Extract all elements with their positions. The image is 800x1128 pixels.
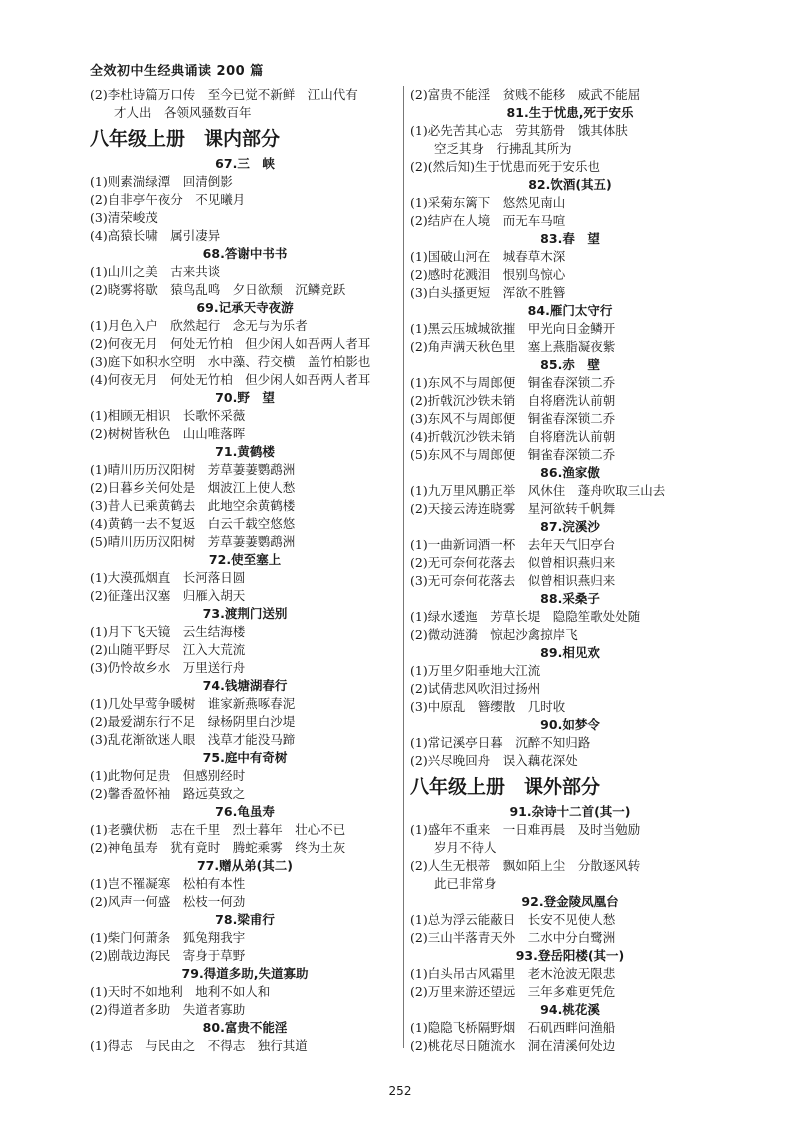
verse-line: (2)风声一何盛 松枝一何劲 — [90, 894, 246, 910]
verse-line: (1)几处早莺争暖树 谁家新燕啄春泥 — [90, 696, 296, 712]
poem-title: 86.渔家傲 — [540, 465, 600, 480]
verse-line: (2)兴尽晚回舟 误入藕花深处 — [410, 753, 578, 768]
verse-line: (2)剧哉边海民 寄身于草野 — [90, 948, 246, 964]
running-head-title: 全效初中生经典诵读 200 篇 — [90, 64, 264, 79]
verse-line: (2)角声满天秋色里 塞上燕脂凝夜紫 — [410, 339, 616, 354]
poem-title: 92.登金陵凤凰台 — [521, 894, 619, 910]
poem-title: 84.雁门太守行 — [527, 303, 613, 318]
verse-line: (2)试倩悲风吹泪过扬州 — [410, 681, 541, 696]
verse-line: (1)山川之美 古来共谈 — [90, 264, 221, 280]
poem-title: 72.使至塞上 — [208, 552, 282, 568]
verse-line: (1)岂不罹凝寒 松柏有本性 — [90, 876, 246, 892]
verse-line: (1)采菊东篱下 悠然见南山 — [410, 195, 566, 210]
verse-line: (2)三山半落青天外 二水中分白鹭洲 — [410, 930, 616, 946]
verse-line: (4)黄鹤一去不复返 白云千载空悠悠 — [90, 516, 296, 532]
verse-line: (4)折戟沉沙铁未销 自将磨洗认前朝 — [410, 429, 616, 444]
verse-line: (4)何夜无月 何处无竹柏 但少闲人如吾两人者耳 — [90, 372, 371, 388]
verse-line: (3)庭下如积水空明 水中藻、荇交横 盖竹柏影也 — [90, 354, 371, 370]
verse-line: (1)柴门何萧条 狐兔翔我宇 — [90, 930, 246, 946]
verse-line: (2)自非亭午夜分 不见曦月 — [90, 192, 246, 208]
poem-title: 90.如梦令 — [540, 717, 600, 732]
verse-line: (2)山随平野尽 江入大荒流 — [90, 642, 246, 658]
verse-line: (2)何夜无月 何处无竹柏 但少闲人如吾两人者耳 — [90, 336, 371, 352]
section-heading: 八年级上册 课内部分 — [90, 128, 281, 151]
poem-title: 83.春 望 — [540, 231, 600, 246]
left-column — [90, 86, 400, 1055]
section-heading: 八年级上册 课外部分 — [410, 776, 601, 799]
verse-line: (1)此物何足贵 但感别经时 — [90, 768, 246, 784]
verse-line: (2)馨香盈怀袖 路远莫致之 — [90, 786, 246, 802]
verse-line: (2)树树皆秋色 山山唯落晖 — [90, 426, 246, 442]
page-number: 252 — [388, 1084, 412, 1098]
verse-line: (1)必先苦其心志 劳其筋骨 饿其体肤 — [410, 123, 628, 138]
verse-line: (2)得道者多助 失道者寡助 — [90, 1002, 246, 1018]
verse-line: (1)老骥伏枥 志在千里 烈士暮年 壮心不已 — [90, 822, 346, 838]
verse-line: (1)得志 与民由之 不得志 独行其道 — [90, 1038, 308, 1054]
verse-line: (1)常记溪亭日暮 沉醉不知归路 — [410, 735, 591, 750]
verse-line: (1)月色入户 欣然起行 念无与为乐者 — [90, 318, 308, 334]
verse-line: (1)隐隐飞桥隔野烟 石矶西畔问渔船 — [410, 1020, 616, 1036]
verse-line: (3)无可奈何花落去 似曾相识燕归来 — [410, 573, 616, 588]
verse-line: (3)中原乱 簪缨散 几时收 — [410, 699, 566, 714]
verse-line-continuation: 才人出 各领风骚数百年 — [114, 105, 252, 120]
poem-title: 80.富贵不能淫 — [202, 1020, 288, 1036]
poem-title: 91.杂诗十二首(其一) — [509, 804, 631, 820]
verse-line: (1)绿水逶迤 芳草长堤 隐隐笙歌处处随 — [410, 609, 641, 624]
poem-title: 87.浣溪沙 — [540, 519, 600, 534]
verse-line: (2)人生无根蒂 飘如陌上尘 分散逐风转 — [410, 858, 641, 874]
verse-line: (2)无可奈何花落去 似曾相识燕归来 — [410, 555, 616, 570]
verse-line-continuation: 岁月不待人 — [434, 840, 497, 856]
verse-line: (4)高猿长啸 属引凄异 — [90, 228, 221, 244]
poem-title: 71.黄鹤楼 — [215, 444, 275, 460]
verse-line: (2)结庐在人境 而无车马喧 — [410, 213, 566, 228]
poem-title: 67.三 峡 — [215, 156, 275, 172]
verse-line: (1)则素湍绿潭 回清倒影 — [90, 174, 233, 190]
verse-line: (2)天接云涛连晓雾 星河欲转千帆舞 — [410, 501, 616, 516]
verse-line: (1)大漠孤烟直 长河落日圆 — [90, 570, 246, 586]
verse-line-continuation: 此已非常身 — [434, 876, 497, 892]
right-column — [410, 86, 730, 1055]
poem-title: 93.登岳阳楼(其一) — [515, 948, 625, 964]
verse-line: (2)万里来游还望远 三年多难更凭危 — [410, 984, 616, 1000]
poem-title: 69.记承天寺夜游 — [196, 300, 294, 316]
poem-title: 78.梁甫行 — [215, 912, 275, 928]
verse-line: (1)天时不如地利 地利不如人和 — [90, 984, 271, 1000]
verse-line-continuation: 空乏其身 行拂乱其所为 — [434, 141, 572, 156]
poem-title: 79.得道多助,失道寡助 — [181, 966, 309, 982]
verse-line: (2)富贵不能淫 贫贱不能移 威武不能屈 — [410, 87, 641, 102]
verse-line: (2)微动涟漪 惊起沙禽掠岸飞 — [410, 627, 578, 642]
verse-line: (2)晓雾将歇 猿鸟乱鸣 夕日欲颓 沉鳞竞跃 — [90, 282, 346, 298]
verse-line: (3)乱花渐欲迷人眼 浅草才能没马蹄 — [90, 732, 296, 748]
verse-line: (1)东风不与周郎便 铜雀春深锁二乔 — [410, 375, 616, 390]
poem-title: 94.桃花溪 — [540, 1002, 600, 1018]
poem-title: 82.饮酒(其五) — [528, 177, 612, 192]
verse-line: (2)最爱湖东行不足 绿杨阴里白沙堤 — [90, 714, 296, 730]
verse-line: (1)国破山河在 城春草木深 — [410, 249, 566, 264]
poem-title: 75.庭中有奇树 — [202, 750, 288, 766]
verse-line: (2)神龟虽寿 犹有竟时 腾蛇乘雾 终为土灰 — [90, 840, 346, 856]
poem-title: 70.野 望 — [215, 390, 275, 406]
verse-line: (2)感时花溅泪 恨别鸟惊心 — [410, 267, 566, 282]
verse-line: (5)晴川历历汉阳树 芳草萋萋鹦鹉洲 — [90, 534, 296, 550]
poem-title: 77.赠从弟(其二) — [196, 858, 294, 874]
poem-title: 68.答谢中书书 — [202, 246, 288, 262]
verse-line: (3)清荣峻茂 — [90, 210, 158, 226]
verse-line: (1)九万里风鹏正举 风休住 蓬舟吹取三山去 — [410, 483, 666, 498]
verse-line: (1)相顾无相识 长歌怀采薇 — [90, 408, 246, 424]
verse-line: (2)征蓬出汉塞 归雁入胡天 — [90, 588, 246, 604]
column-divider — [403, 86, 404, 1048]
verse-line: (1)万里夕阳垂地大江流 — [410, 663, 541, 678]
verse-line: (2)折戟沉沙铁未销 自将磨洗认前朝 — [410, 393, 616, 408]
poem-title: 88.采桑子 — [540, 591, 600, 606]
verse-line: (2)(然后知)生于忧患而死于安乐也 — [410, 159, 600, 174]
verse-line: (1)晴川历历汉阳树 芳草萋萋鹦鹉洲 — [90, 462, 296, 478]
verse-line: (3)东风不与周郎便 铜雀春深锁二乔 — [410, 411, 616, 426]
verse-line: (1)盛年不重来 一日难再晨 及时当勉励 — [410, 822, 641, 838]
verse-line: (1)月下飞天镜 云生结海楼 — [90, 624, 246, 640]
verse-line: (1)白头吊古风霜里 老木沧波无限悲 — [410, 966, 616, 982]
verse-line: (2)李杜诗篇万口传 至今已觉不新鲜 江山代有 — [90, 87, 358, 102]
verse-line: (1)一曲新词酒一杯 去年天气旧亭台 — [410, 537, 616, 552]
verse-line: (2)日暮乡关何处是 烟波江上使人愁 — [90, 480, 296, 496]
verse-line: (3)仍怜故乡水 万里送行舟 — [90, 660, 246, 676]
poem-title: 81.生于忧患,死于安乐 — [506, 105, 634, 120]
verse-line: (1)总为浮云能蔽日 长安不见使人愁 — [410, 912, 616, 928]
verse-line: (3)昔人已乘黄鹤去 此地空余黄鹤楼 — [90, 498, 296, 514]
poem-title: 73.渡荆门送别 — [202, 606, 288, 622]
poem-title: 89.相见欢 — [540, 645, 600, 660]
verse-line: (1)黑云压城城欲摧 甲光向日金鳞开 — [410, 321, 616, 336]
poem-title: 76.龟虽寿 — [215, 804, 275, 820]
verse-line: (2)桃花尽日随流水 洞在清溪何处边 — [410, 1038, 616, 1054]
poem-title: 74.钱塘湖春行 — [202, 678, 288, 694]
poem-title: 85.赤 壁 — [540, 357, 600, 372]
verse-line: (5)东风不与周郎便 铜雀春深锁二乔 — [410, 447, 616, 462]
verse-line: (3)白头搔更短 浑欲不胜簪 — [410, 285, 566, 300]
